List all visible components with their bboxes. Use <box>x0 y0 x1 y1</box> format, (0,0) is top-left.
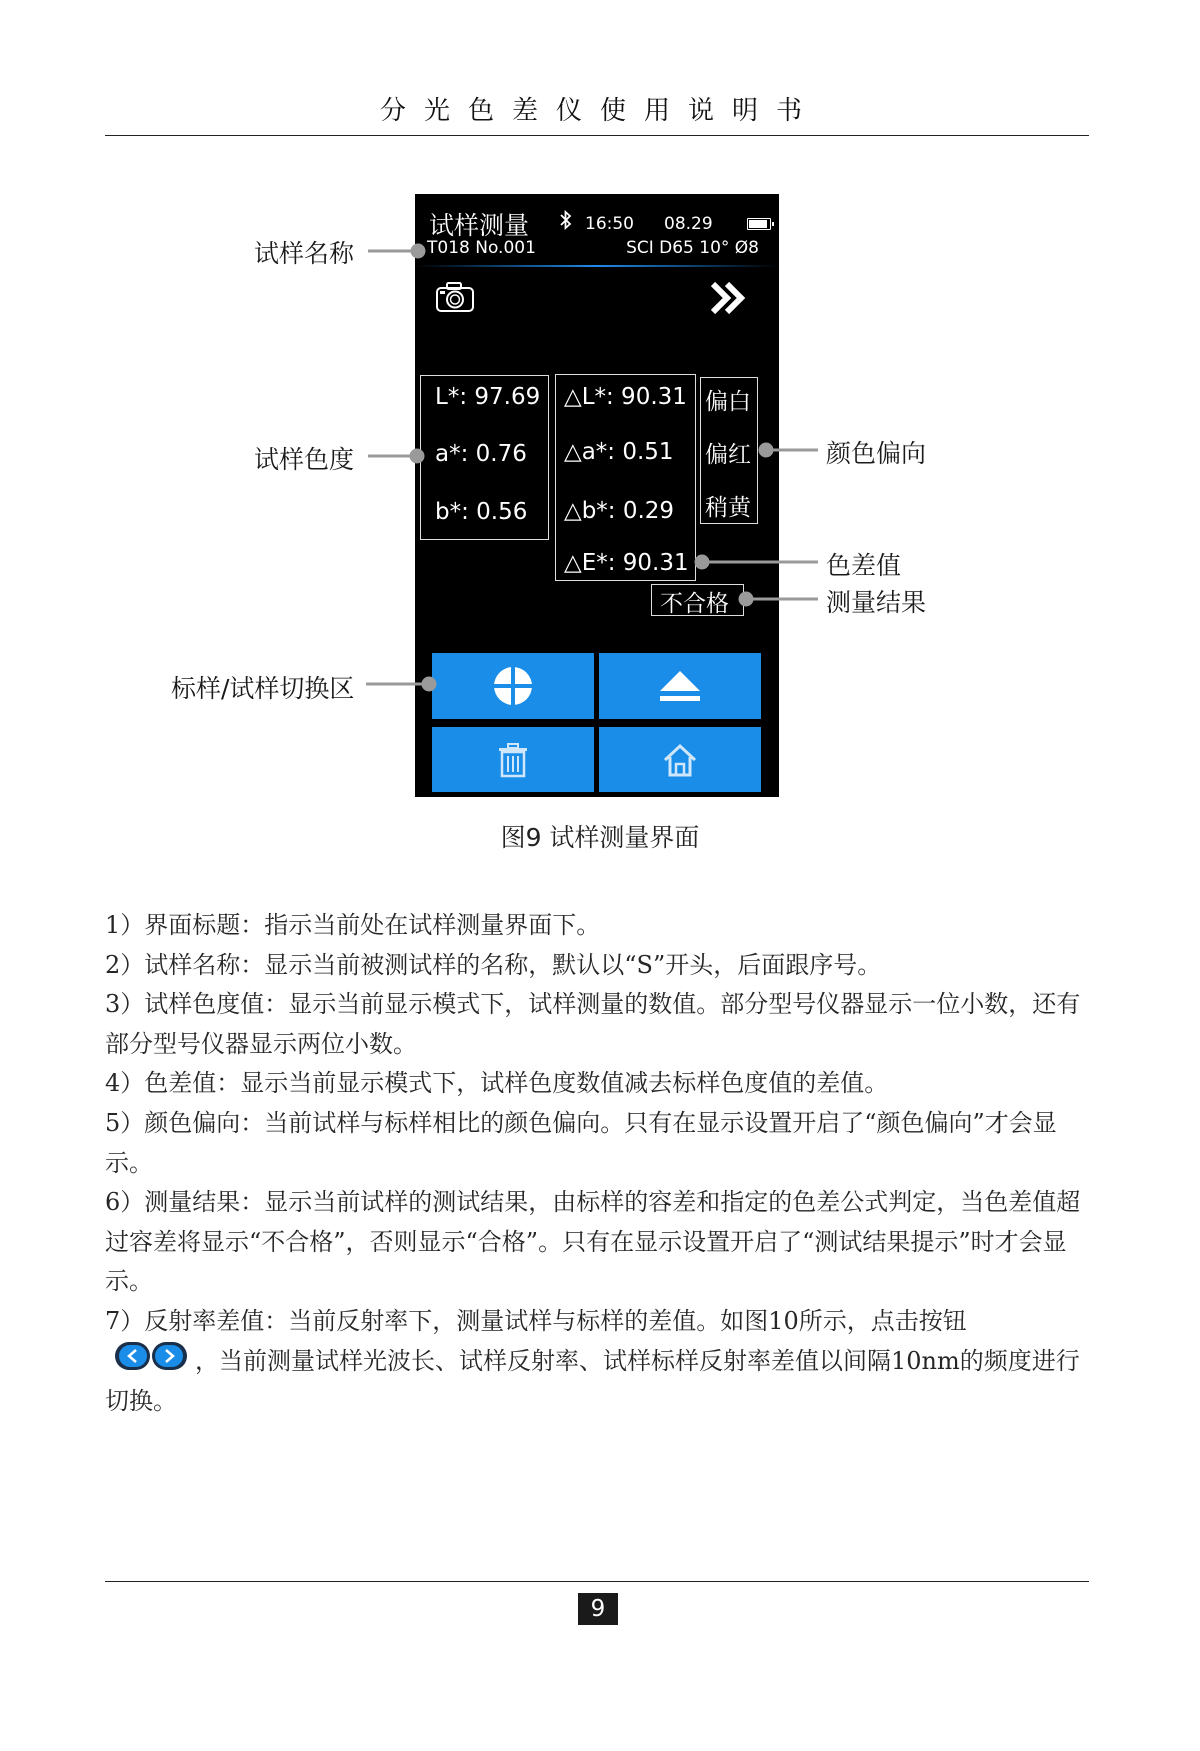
page-number: 9 <box>578 1593 618 1625</box>
lab-a-value: a*: 0.76 <box>435 441 527 467</box>
sample-name: T018 No.001 <box>427 238 536 258</box>
figure-caption: 图9 试样测量界面 <box>500 823 700 852</box>
delta-a-value: △a*: 0.51 <box>564 439 674 465</box>
delta-l-value: △L*: 90.31 <box>564 384 687 410</box>
callout-switch-area: 标样/试样切换区 <box>171 674 355 703</box>
result-value: 不合格 <box>660 591 729 617</box>
date: 08.29 <box>664 214 713 234</box>
callout-sample-name: 试样名称 <box>254 239 355 268</box>
delta-b-value: △b*: 0.29 <box>564 498 675 524</box>
paragraph-7-part-a: 7）反射率差值：当前反射率下，测量试样与标样的差值。如图10所示，点击按钮 <box>105 1306 967 1335</box>
callout-color-deviation: 颜色偏向 <box>826 439 927 468</box>
body-text <box>105 906 1095 1422</box>
callout-result: 测量结果 <box>826 588 927 617</box>
paragraph-7-part-b: ，当前测量试样光波长、试样反射率、试样标样反射率差值以间隔10nm的频度进行切换。 <box>105 1346 1080 1416</box>
lab-l-value: L*: 97.69 <box>435 384 541 410</box>
paragraph-5: 5）颜色偏向：当前试样与标样相比的颜色偏向。只有在显示设置开启了“颜色偏向”才会显示。 <box>105 1108 1057 1177</box>
delta-e-value: △E*: 90.31 <box>564 550 689 576</box>
running-header: 分光色差仪使用说明书 <box>379 96 820 126</box>
deviation-2: 偏红 <box>705 442 751 468</box>
deviation-1: 偏白 <box>705 389 751 415</box>
measurement-conditions: SCI D65 10° Ø8 <box>626 238 759 258</box>
clock: 16:50 <box>585 214 634 234</box>
paragraph-4: 4）色差值：显示当前显示模式下，试样色度数值减去标样色度值的差值。 <box>105 1069 889 1098</box>
deviation-3: 稍黄 <box>705 495 751 521</box>
paragraph-3: 3）试样色度值：显示当前显示模式下，试样测量的数值。部分型号仪器显示一位小数，还有部分型号仪器显示两位小数。 <box>105 990 1081 1058</box>
prev-next-buttons <box>115 1342 187 1383</box>
paragraph-2: 2）试样名称：显示当前被测试样的名称，默认以“S”开头，后面跟序号。 <box>105 950 882 979</box>
callout-sample-color: 试样色度 <box>254 445 355 474</box>
screen-title: 试样测量 <box>429 211 530 240</box>
paragraph-1: 1）界面标题：指示当前处在试样测量界面下。 <box>105 911 601 939</box>
paragraph-7 <box>105 1302 1095 1422</box>
paragraph-6: 6）测量结果：显示当前试样的测试结果，由标样的容差和指定的色差公式判定，当色差值超过容差将显示“不合格”，否则显示“合格”。只有在显示设置开启了“测试结果提示”时才会显示。 <box>105 1188 1081 1296</box>
footer-rule <box>105 1581 1089 1582</box>
callout-color-difference: 色差值 <box>826 551 902 580</box>
lab-b-value: b*: 0.56 <box>435 499 528 525</box>
